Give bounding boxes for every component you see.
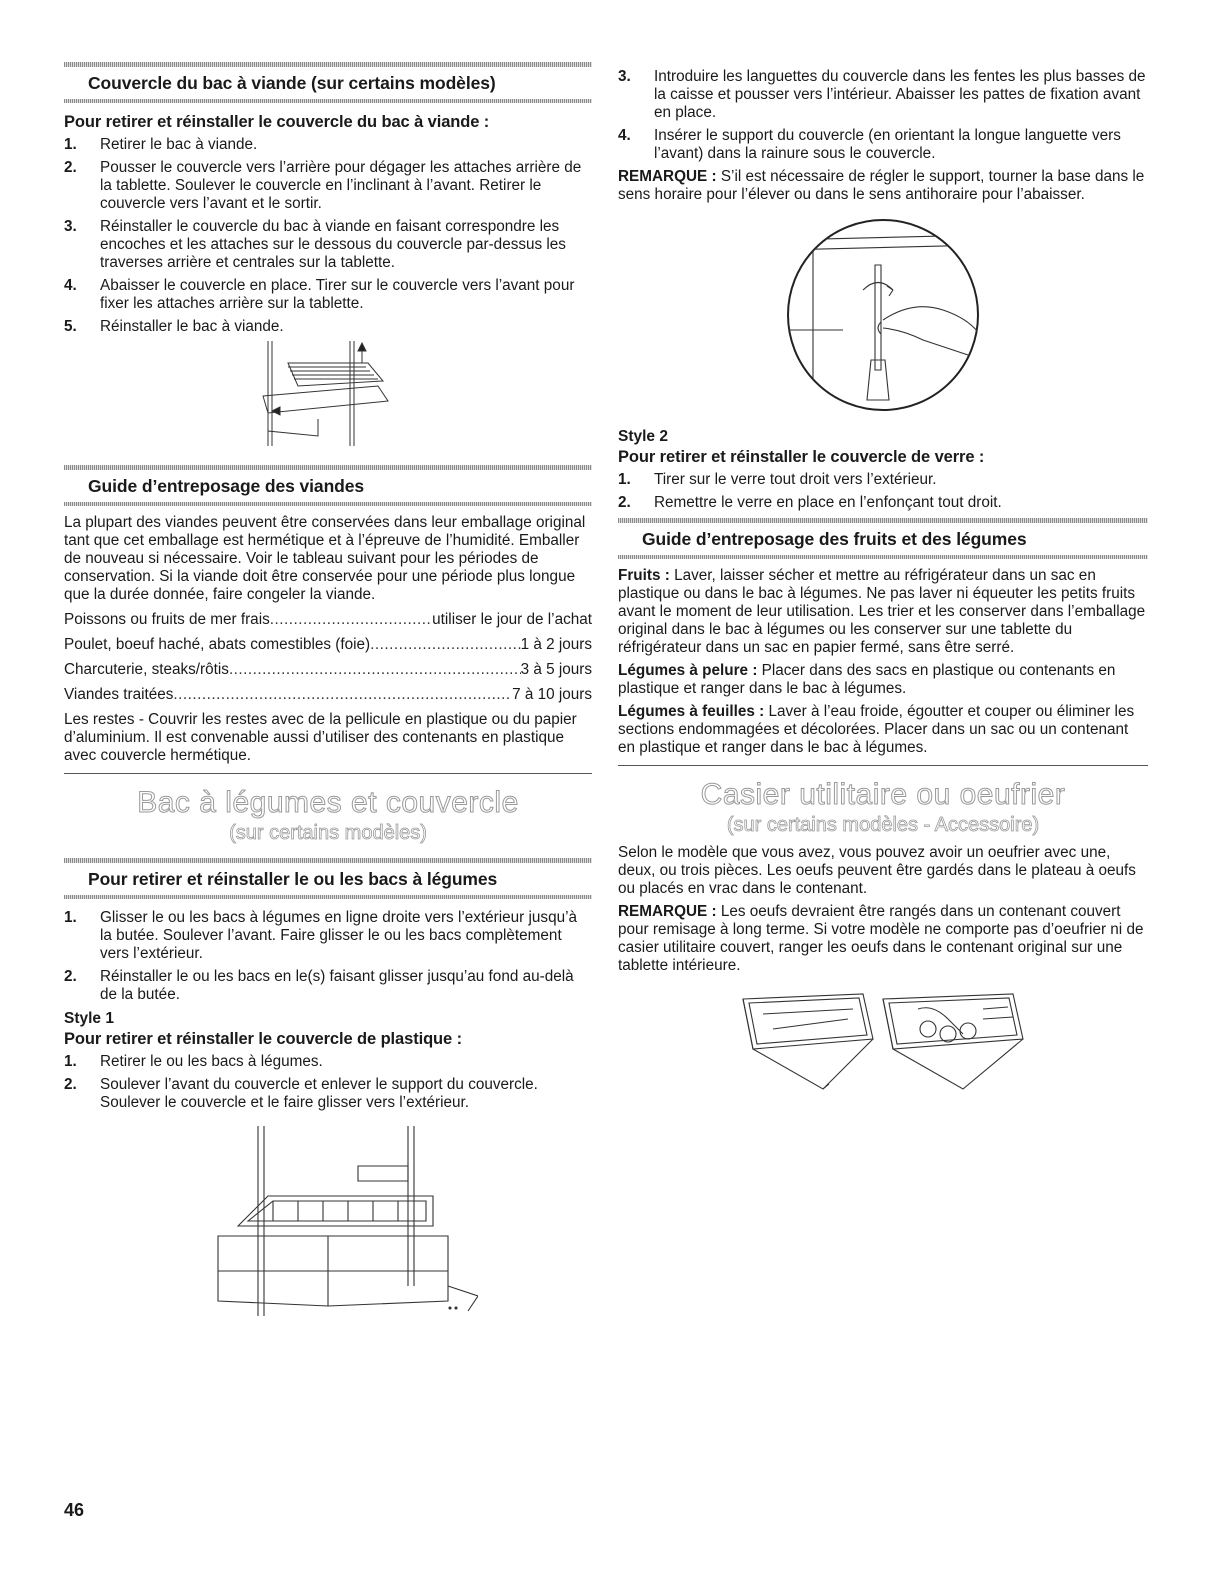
heading-rule — [64, 99, 592, 103]
step-item: 1. Retirer le ou les bacs à légumes. — [64, 1053, 323, 1070]
egg-bin-title: Casier utilitaire ou oeufrier — [700, 778, 1066, 811]
heading-rule — [64, 895, 592, 899]
peel-vegetables-paragraph: Légumes à pelure : Placer dans des sacs en plastique ou contenants en plastique et ranger dans le bac à légumes. — [618, 662, 1116, 697]
produce-guide-section — [618, 518, 1148, 559]
section-heading: Guide d’entreposage des viandes — [88, 476, 365, 496]
heading-rule — [64, 502, 592, 506]
step-item: 1. Tirer sur le verre tout droit vers l’extérieur. — [618, 471, 937, 488]
right-column — [618, 62, 1148, 1099]
section-heading: Pour retirer et réinstaller le ou les bacs à légumes — [88, 869, 498, 889]
crisper-section — [64, 858, 592, 899]
meat-drawer-cover-section — [64, 62, 592, 103]
subheading: Pour retirer et réinstaller le couvercle du bac à viande : — [64, 113, 490, 131]
step-item: 2. Réinstaller le ou les bacs en le(s) faisant glisser jusqu’au fond au-delà de la butée. — [64, 968, 574, 1003]
egg-bin-title-block — [618, 778, 1148, 838]
step-item: 2. Soulever l’avant du couvercle et enlever le support du couvercle. Soulever le couvercle et le faire glisser vers l’extérieur. — [64, 1076, 538, 1111]
step-item: 5. Réinstaller le bac à viande. — [64, 318, 284, 335]
meat-guide-outro: Les restes - Couvrir les restes avec de la pellicule en plastique ou du papier d’aluminium. Il est convenable aussi d’utiliser des contenants en plastique avec couvercle hermétique. — [64, 711, 577, 764]
glass-cover-steps — [618, 471, 1148, 512]
step-item: 4. Insérer le support du couvercle (en orientant la longue languette vers l’avant) dans la rainure sous le couvercle. — [618, 127, 1121, 162]
egg-bin-subtitle: (sur certains modèles - Accessoire) — [726, 814, 1040, 836]
adjust-note: REMARQUE : S’il est nécessaire de régler le support, tourner la base dans le sens horaire pour l’élever ou dans le sens antihoraire pour l’abaisser. — [618, 168, 1145, 203]
subheading: Pour retirer et réinstaller le couvercle de verre : — [618, 448, 985, 466]
plastic-cover-steps — [64, 1053, 592, 1112]
crisper-title-block — [64, 786, 592, 846]
meat-drawer-cover-illustration — [258, 341, 398, 451]
crisper-title: Bac à légumes et couvercle — [137, 786, 519, 819]
egg-bin-note: REMARQUE : Les oeufs devraient être rangés dans un contenant couvert pour remisage à long terme. Si votre modèle ne comporte pas d’oeufrier ni de casier utilitaire couvert, ranger les oeufs dans le contenant original sur une tablette intérieure. — [618, 903, 1144, 974]
cover-support-illustration — [783, 210, 983, 420]
step-item: 1. Retirer le bac à viande. — [64, 136, 258, 153]
leafy-vegetables-paragraph: Légumes à feuilles : Laver à l’eau froide, égoutter et couper ou éliminer les sections endommagées et décolorées. Placer dans un sac ou un contenant en plastique et ranger dans le bac à légumes. — [618, 703, 1135, 756]
step-item: 4. Abaisser le couvercle en place. Tirer sur le couvercle vers l’avant pour fixer les attaches arrière sur la tablette. — [64, 277, 575, 312]
section-divider — [64, 773, 592, 774]
storage-row: Poulet, boeuf haché, abats comestibles (foie) ..... 1 à 2 jours — [64, 636, 592, 654]
meat-guide-section — [64, 465, 592, 506]
left-column — [64, 62, 592, 1326]
crisper-drawer-illustration — [178, 1126, 478, 1326]
style-label: Style 2 — [618, 428, 668, 445]
section-heading: Couvercle du bac à viande (sur certains modèles) — [88, 73, 496, 93]
heading-rule — [618, 555, 1148, 559]
step-item: 2. Pousser le couvercle vers l’arrière pour dégager les attaches arrière de la tablette. Soulever le couvercle en l’inclinant à l’avant. Retirer le couvercle vers l’avant et le sortir. — [64, 159, 582, 212]
storage-row: Poissons ou fruits de mer frais ..... utiliser le jour de l’achat — [64, 611, 592, 629]
fruits-paragraph: Fruits : Laver, laisser sécher et mettre au réfrigérateur dans un sac en plastique ou dans le bac à légumes. Ne pas laver ni équeuter les petits fruits avant le moment de leur utilisation. Les trier et les conserver dans l’emballage original dans le bac à légumes ou les conserver sur une tablette du réfrigérateur dans un sac en papier fermé, sans être serré. — [618, 567, 1146, 656]
step-item: 1. Glisser le ou les bacs à légumes en ligne droite vers l’extérieur jusqu’à la butée. Soulever l’avant. Faire glisser le ou les bacs complètement vers l’extérieur. — [64, 909, 577, 962]
style-label: Style 1 — [64, 1010, 114, 1027]
crisper-steps — [64, 909, 592, 1004]
subheading: Pour retirer et réinstaller le couvercle de plastique : — [64, 1030, 462, 1048]
section-divider — [618, 765, 1148, 766]
step-item: 2. Remettre le verre en place en l’enfonçant tout droit. — [618, 494, 1002, 511]
crisper-subtitle: (sur certains modèles) — [229, 822, 427, 844]
step-item: 3. Réinstaller le couvercle du bac à viande en faisant correspondre les encoches et les attaches sur le dessous du couvercle par-dessus les traverses arrière et centrales sur la tablette. — [64, 218, 566, 271]
meat-cover-steps — [64, 136, 592, 336]
egg-bin-intro: Selon le modèle que vous avez, vous pouvez avoir un oeufrier avec une, deux, ou trois pièces. Les oeufs peuvent être gardés dans le plateau à oeufs ou placés en vrac dans le contenant. — [618, 844, 1136, 897]
storage-row: Charcuterie, steaks/rôtis ..... 3 à 5 jours — [64, 661, 592, 679]
step-item: 3. Introduire les languettes du couvercle dans les fentes les plus basses de la caisse et pousser vers l’intérieur. Abaisser les pattes de fixation avant en place. — [618, 68, 1146, 121]
section-heading: Guide d’entreposage des fruits et des légumes — [642, 529, 1027, 549]
meat-guide-intro: La plupart des viandes peuvent être conservées dans leur emballage original tant que cet emballage est hermétique et à l’épreuve de l’humidité. Emballer de nouveau si nécessaire. Voir le tableau suivant pour les périodes de conservation. Si la viande doit être conservée pour une période plus longue que la durée donnée, faire congeler la viande. — [64, 514, 586, 603]
page-number: 46 — [64, 1500, 85, 1520]
storage-row: Viandes traitées ..... 7 à 10 jours — [64, 686, 592, 704]
egg-bin-illustration — [733, 989, 1033, 1099]
plastic-cover-steps-continued — [618, 68, 1148, 163]
